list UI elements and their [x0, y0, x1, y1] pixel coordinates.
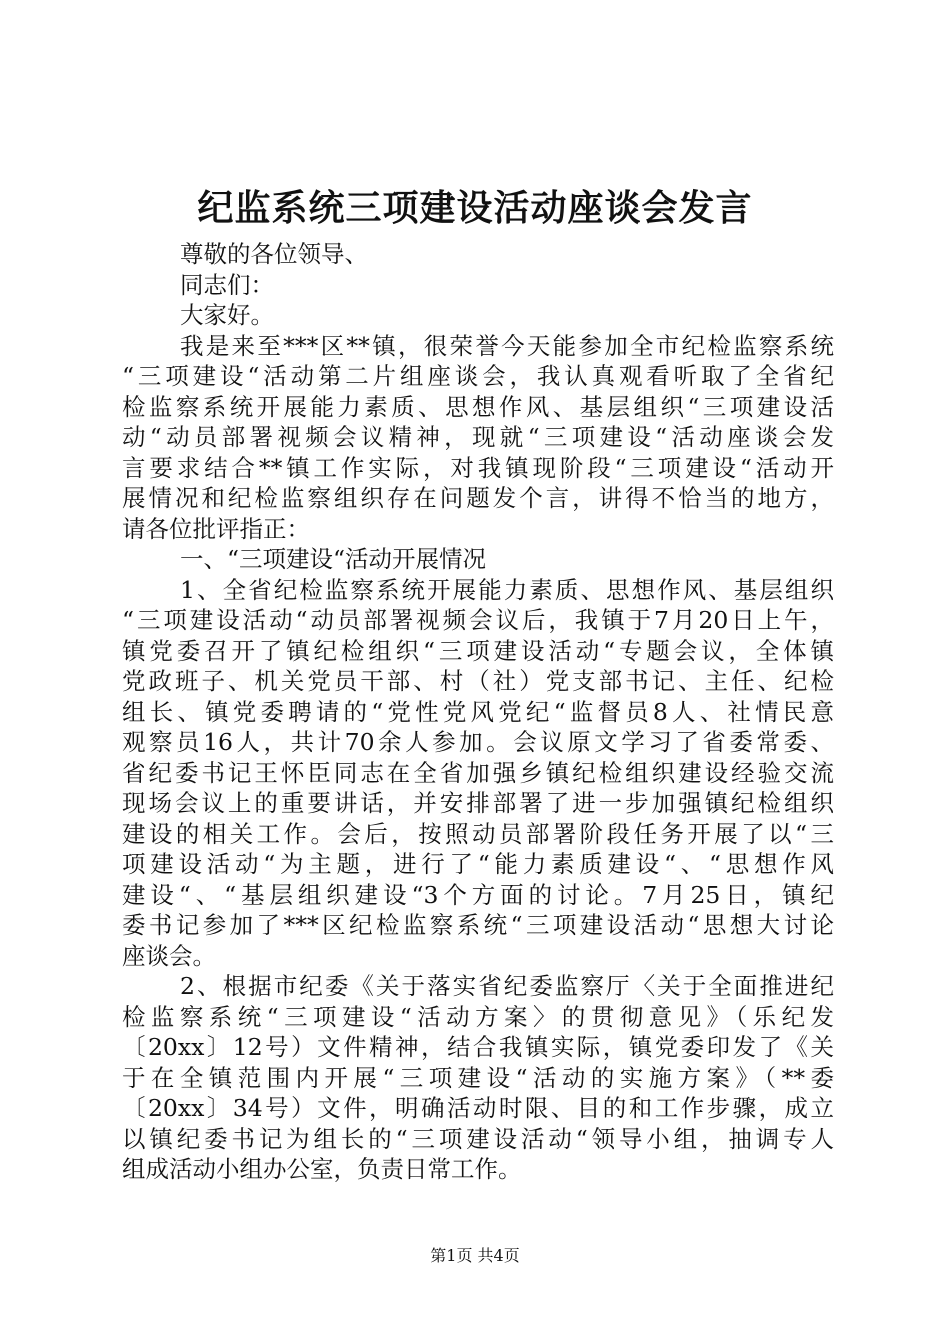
text-line: 建设“、“基层组织建设“3个方面的讨论。7月25日，镇纪	[122, 880, 834, 909]
text-line: 展情况和纪检监察组织存在问题发个言，讲得不恰当的地方，	[122, 484, 834, 512]
text-line: 一、“三项建设“活动开展情况	[180, 545, 487, 573]
text-line: 同志们：	[180, 270, 274, 299]
text-line: 党政班子、机关党员干部、村（社）党支部书记、主任、纪检	[122, 667, 834, 695]
text-line: 观察员16人，共计70余人参加。会议原文学习了省委常委、	[122, 728, 834, 756]
text-line: 言要求结合**镇工作实际，对我镇现阶段“三项建设“活动开	[122, 453, 834, 482]
text-line: 项建设活动“为主题，进行了“能力素质建设“、“思想作风	[122, 850, 834, 878]
text-line: 座谈会。	[122, 941, 216, 970]
page-footer: 第1页 共4页	[430, 1246, 520, 1265]
text-line: 检监察系统“三项建设“活动方案〉的贯彻意见》（乐纪发	[122, 1002, 834, 1031]
text-line: 1、全省纪检监察系统开展能力素质、思想作风、基层组织	[180, 575, 834, 604]
text-line: 组长、镇党委聘请的“党性党风党纪“监督员8人、社情民意	[122, 697, 834, 726]
text-line: 大家好。	[180, 301, 274, 329]
text-line: 动“动员部署视频会议精神，现就“三项建设“活动座谈会发	[122, 423, 834, 451]
text-line: 以镇纪委书记为组长的“三项建设活动“领导小组，抽调专人	[122, 1124, 834, 1153]
text-line: 组成活动小组办公室，负责日常工作。	[122, 1155, 522, 1183]
text-line: 建设的相关工作。会后，按照动员部署阶段任务开展了以“三	[122, 819, 834, 848]
text-line: 〔20xx〕34号）文件，明确活动时限、目的和工作步骤，成立	[122, 1094, 834, 1122]
text-line: 请各位批评指正：	[122, 514, 310, 543]
document-body	[122, 239, 834, 1185]
text-line: 现场会议上的重要讲话，并安排部署了进一步加强镇纪检组织	[122, 789, 834, 817]
text-line: 省纪委书记王怀臣同志在全省加强乡镇纪检组织建设经验交流	[122, 758, 834, 787]
text-line: 镇党委召开了镇纪检组织“三项建设活动“专题会议，全体镇	[122, 636, 834, 665]
text-line: “三项建设活动“动员部署视频会议后，我镇于7月20日上午，	[122, 606, 834, 634]
text-line: 我是来至***区**镇，很荣誉今天能参加全市纪检监察系统	[180, 331, 834, 360]
text-line: 〔20xx〕12号）文件精神，结合我镇实际，镇党委印发了《关	[122, 1033, 834, 1061]
text-line: 尊敬的各位领导、	[180, 240, 368, 268]
text-line: 检监察系统开展能力素质、思想作风、基层组织“三项建设活	[122, 392, 834, 421]
document-title: 纪监系统三项建设活动座谈会发言	[197, 187, 753, 229]
text-line: 委书记参加了***区纪检监察系统“三项建设活动“思想大讨论	[122, 911, 834, 939]
text-line: 于在全镇范围内开展“三项建设“活动的实施方案》（**委	[122, 1063, 834, 1092]
text-line: “三项建设“活动第二片组座谈会，我认真观看听取了全省纪	[122, 362, 834, 390]
text-line: 2、根据市纪委《关于落实省纪委监察厅〈关于全面推进纪	[180, 972, 834, 1000]
